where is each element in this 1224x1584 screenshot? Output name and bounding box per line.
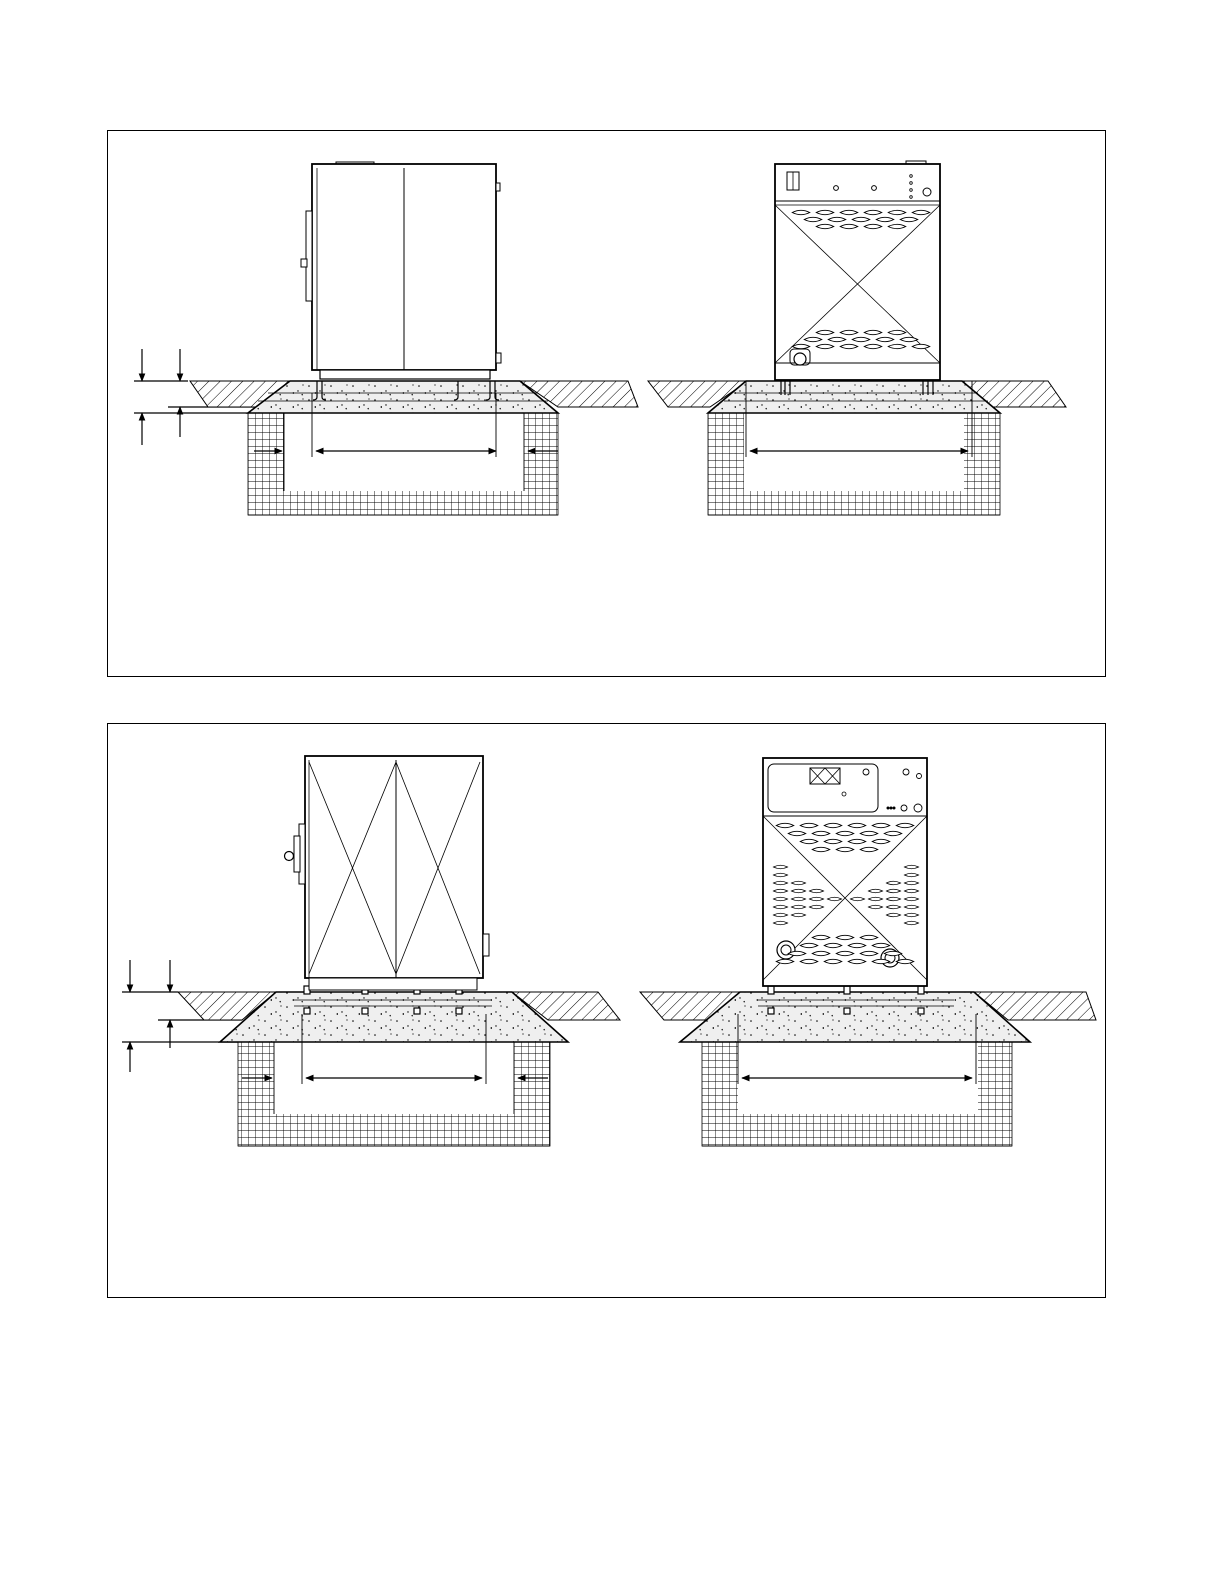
concrete-pad <box>248 381 558 413</box>
louver-slot <box>900 337 918 341</box>
louver-slot <box>828 217 846 221</box>
louver-slot <box>773 873 787 877</box>
louver-slot <box>824 943 842 947</box>
louver-slot <box>904 913 918 917</box>
louver-slot <box>864 330 882 334</box>
louver-slot <box>792 344 810 348</box>
louver-slot <box>792 210 810 214</box>
enclosure-side <box>301 162 501 379</box>
louver-slot <box>900 217 918 221</box>
concrete-pad <box>220 992 568 1042</box>
louver-slot <box>800 959 818 963</box>
louver-slot <box>868 905 882 909</box>
louver-slot <box>773 905 787 909</box>
louver-slot <box>864 224 882 228</box>
louver-slot <box>812 951 830 955</box>
louver-slot <box>912 210 930 214</box>
louver-slot <box>886 889 900 893</box>
louver-slot <box>896 959 914 963</box>
louver-slot <box>773 921 787 925</box>
louver-slot <box>791 881 805 885</box>
louver-slot <box>852 337 870 341</box>
front-view-upper <box>638 131 1098 551</box>
louver-slot <box>836 951 854 955</box>
louver-slot <box>788 951 806 955</box>
louver-slot <box>904 921 918 925</box>
louver-slot <box>840 344 858 348</box>
louver-slot <box>904 889 918 893</box>
louver-slot <box>812 847 830 851</box>
side-view-lower <box>108 724 668 1164</box>
louver-slot <box>791 905 805 909</box>
louver-slot <box>860 935 878 939</box>
louver-slot <box>800 823 818 827</box>
louver-slot <box>864 344 882 348</box>
louver-slot <box>864 210 882 214</box>
louver-slot <box>773 889 787 893</box>
louver-slot <box>848 959 866 963</box>
louver-slot <box>816 210 834 214</box>
louver-slot <box>884 951 902 955</box>
louver-slot <box>824 823 842 827</box>
louver-slot <box>872 959 890 963</box>
louver-slot <box>791 913 805 917</box>
louver-slot <box>912 344 930 348</box>
louver-slot <box>809 905 823 909</box>
louver-slot <box>840 224 858 228</box>
louver-slot <box>860 831 878 835</box>
louver-slot <box>852 217 870 221</box>
louver-slot <box>836 831 854 835</box>
louver-slot <box>827 897 841 901</box>
louver-slot <box>872 943 890 947</box>
louver-slot <box>848 943 866 947</box>
louver-slot <box>816 330 834 334</box>
louver-slot <box>836 847 854 851</box>
louver-slot <box>776 959 794 963</box>
louver-slot <box>886 881 900 885</box>
louver-slot <box>812 831 830 835</box>
louver-slot <box>888 210 906 214</box>
figure-panel-upper <box>107 130 1106 677</box>
louver-slot <box>788 831 806 835</box>
louver-slot <box>836 935 854 939</box>
louver-slot <box>804 217 822 221</box>
louver-slot <box>886 897 900 901</box>
enclosure-side <box>285 756 490 990</box>
louver-slot <box>860 951 878 955</box>
louver-slot <box>860 847 878 851</box>
louver-slot <box>816 224 834 228</box>
louver-slot <box>824 839 842 843</box>
louver-slot <box>886 905 900 909</box>
louver-slot <box>888 224 906 228</box>
louver-slot <box>773 897 787 901</box>
louver-slot <box>868 889 882 893</box>
louver-slot <box>888 330 906 334</box>
side-view-upper <box>108 131 668 551</box>
louver-slot <box>840 330 858 334</box>
louver-slot <box>868 897 882 901</box>
louver-slot <box>804 337 822 341</box>
louver-slot <box>824 959 842 963</box>
front-view-lower <box>638 724 1098 1164</box>
louver-slot <box>848 823 866 827</box>
louver-slot <box>809 897 823 901</box>
louver-slot <box>896 823 914 827</box>
louver-slot <box>884 831 902 835</box>
louver-slot <box>872 839 890 843</box>
louver-slot <box>848 839 866 843</box>
louver-slot <box>800 943 818 947</box>
louver-slot <box>886 913 900 917</box>
louver-slot <box>876 217 894 221</box>
louver-slot <box>872 823 890 827</box>
figure-panel-lower <box>107 723 1106 1298</box>
louver-slot <box>876 337 894 341</box>
louver-slot <box>888 344 906 348</box>
louver-slot <box>904 873 918 877</box>
louver-slot <box>816 344 834 348</box>
louver-slot <box>904 881 918 885</box>
louver-slot <box>773 865 787 869</box>
louver-slot <box>850 897 864 901</box>
louver-slot <box>800 839 818 843</box>
louver-slot <box>904 905 918 909</box>
louver-slot <box>773 881 787 885</box>
louver-slot <box>776 823 794 827</box>
louver-slot <box>840 210 858 214</box>
louver-slot <box>812 935 830 939</box>
louver-slot <box>828 337 846 341</box>
louver-slot <box>791 889 805 893</box>
louver-slot <box>773 913 787 917</box>
louver-slot <box>791 897 805 901</box>
louver-slot <box>904 897 918 901</box>
louver-slot <box>904 865 918 869</box>
louver-slot <box>809 889 823 893</box>
